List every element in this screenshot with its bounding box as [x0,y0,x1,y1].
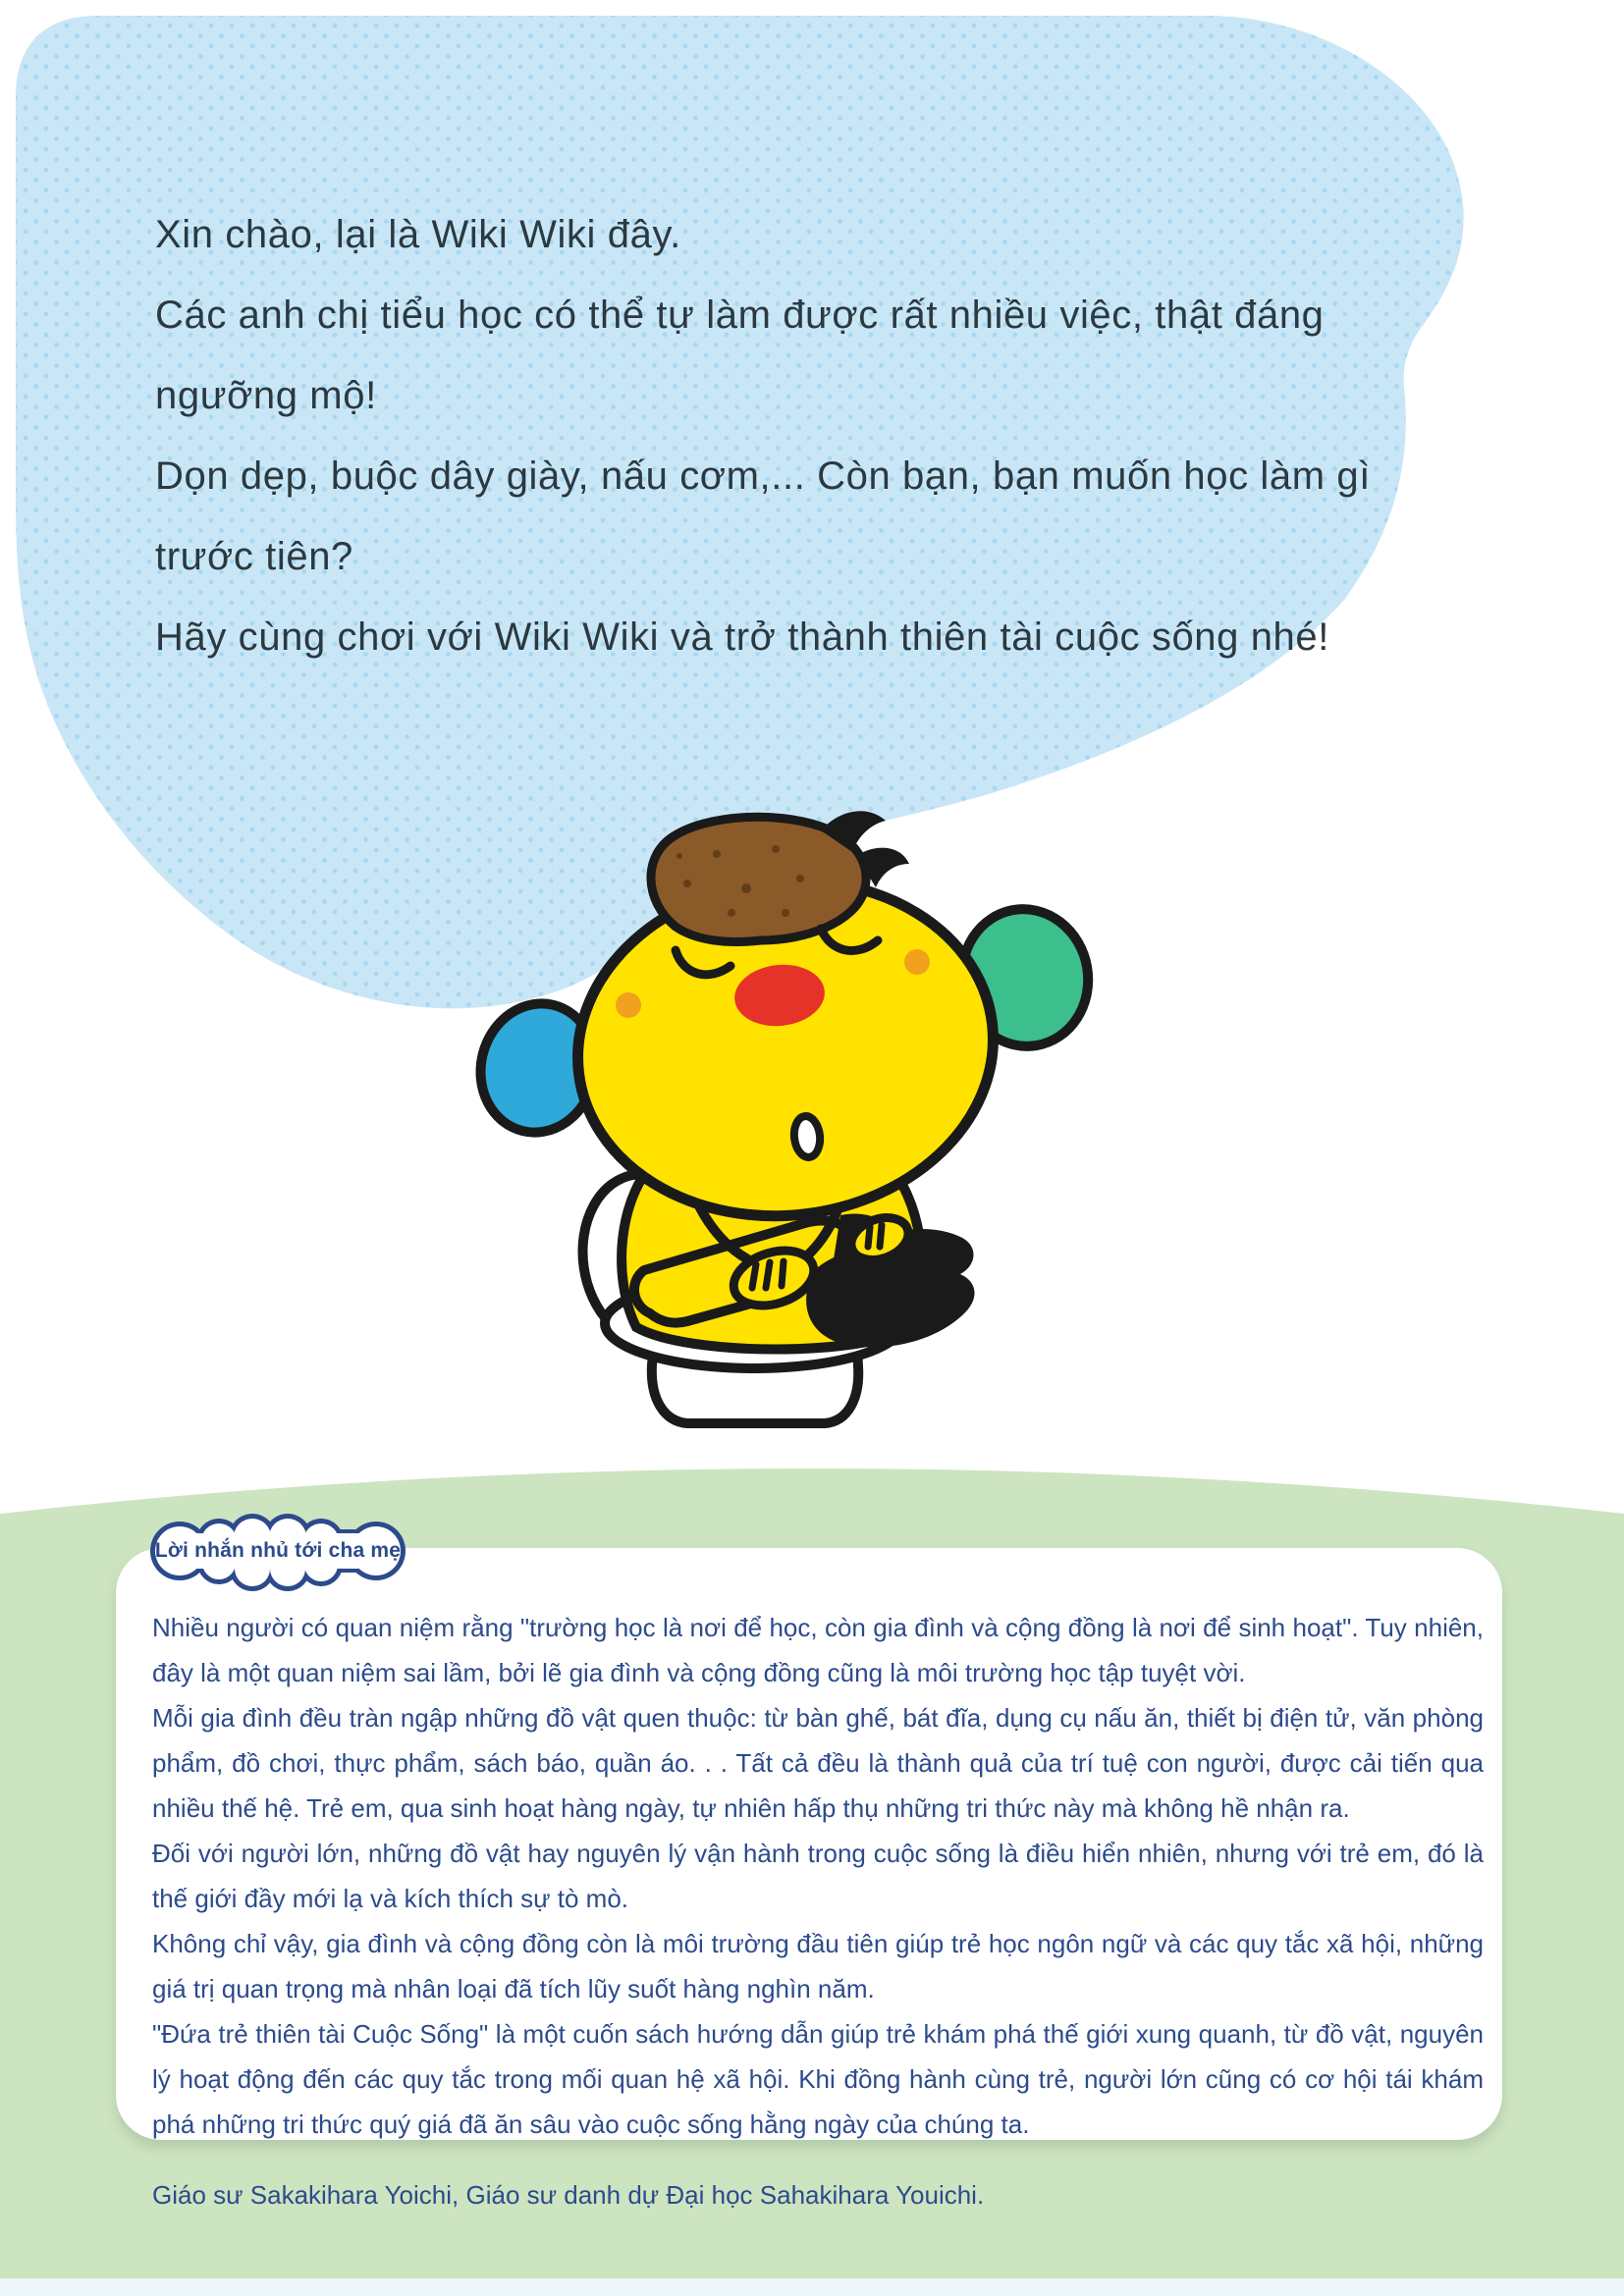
parents-note-badge-label: Lời nhắn nhủ tới cha mẹ [154,1539,402,1562]
note-paragraph: Nhiều người có quan niệm rằng "trường học là nơi để học, còn gia đình và cộng đồng là nơi để sinh hoạt". Tuy nhiên, đây là một quan niệm sai lầm, bởi lẽ gia đình và cộng đồng cũng là môi trường học tập tuyệt vời. [152,1613,1484,1687]
character-cheek [904,949,930,975]
bubble-line: Các anh chị tiểu học có thể tự làm được rất nhiều việc, thật đáng [155,294,1325,337]
bubble-line: ngưỡng mộ! [155,374,377,417]
bubble-line: trước tiên? [155,535,353,578]
note-paragraph: Mỗi gia đình đều tràn ngập những đồ vật quen thuộc: từ bàn ghế, bát đĩa, dụng cụ nấu ăn, thiết bị điện tử, văn phòng phẩm, đồ chơi, thực phẩm, sách báo, quần áo. . . Tất cả đều là thành quả của trí tuệ con người, được cải tiến qua nhiều thế hệ. Trẻ em, qua sinh hoạt hàng ngày, tự nhiên hấp thụ những tri thức này mà không hề nhận ra. [152,1703,1484,1823]
parents-note-text [152,1605,1484,2217]
character-cheek [616,992,641,1018]
page-bottom-strip [0,2278,1624,2296]
parents-note-card [116,1548,1502,2210]
note-paragraph: Đối với người lớn, những đồ vật hay nguyên lý vận hành trong cuộc sống là điều hiển nhiên, nhưng với trẻ em, đó là thế giới đầy mới lạ và kích thích sự tò mò. [152,1839,1484,1913]
speech-bubble-text [155,194,1422,677]
character-mouth [792,1115,822,1158]
bubble-line: Hãy cùng chơi với Wiki Wiki và trở thành thiên tài cuộc sống nhé! [155,615,1329,659]
bubble-line: Xin chào, lại là Wiki Wiki đây. [155,213,681,256]
note-signature: Giáo sư Sakakihara Yoichi, Giáo sư danh dự Đại học Sahakihara Youichi. [152,2180,985,2210]
note-paragraph: "Đứa trẻ thiên tài Cuộc Sống" là một cuốn sách hướng dẫn giúp trẻ khám phá thế giới xung quanh, từ đồ vật, nguyên lý hoạt động đến các quy tắc trong mối quan hệ xã hội. Khi đồng hành cùng trẻ, người lớn cũng có cơ hội tái khám phá những tri thức quý giá đã ăn sâu vào cuộc sống hằng ngày của chúng ta. [152,2019,1484,2139]
note-paragraph: Không chỉ vậy, gia đình và cộng đồng còn là môi trường đầu tiên giúp trẻ học ngôn ngữ và các quy tắc xã hội, những giá trị quan trọng mà nhân loại đã tích lũy suốt hàng nghìn năm. [152,1929,1484,2003]
bubble-line: Dọn dẹp, buộc dây giày, nấu cơm,... Còn bạn, bạn muốn học làm gì [155,454,1371,498]
